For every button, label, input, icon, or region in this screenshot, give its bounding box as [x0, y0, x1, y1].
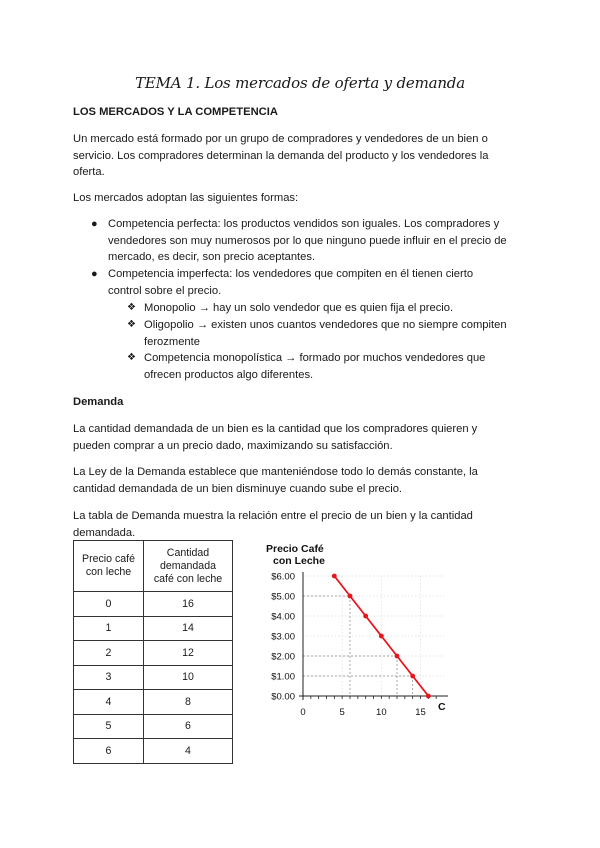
table-cell: 14 [144, 616, 233, 641]
text-line: servicio. Los compradores determinan la demanda del producto y los vendedores la [73, 149, 489, 162]
text-line: Competencia perfecta: los productos vendidos son iguales. Los compradores y [108, 218, 500, 230]
table-header-row [74, 541, 233, 592]
list-item-competencia-perfecta [108, 216, 527, 266]
text-line: cantidad demandada de un bien disminuye cuando sube el precio. [73, 482, 403, 495]
text-line: Un mercado está formado por un grupo de compradores y vendedores de un bien o [73, 133, 488, 145]
table-cell: 6 [144, 714, 233, 739]
table-cell: 5 [74, 714, 144, 739]
header-precio [74, 541, 144, 592]
demand-point [426, 694, 431, 699]
text-line: Competencia monopolística → formado por muchos vendedores que [144, 352, 486, 364]
text-line: vendedores son muy numerosos por lo que ninguno puede influir en el precio de [108, 234, 507, 247]
demand-table [73, 540, 233, 764]
demand-point [410, 674, 415, 679]
chart-x-axis [299, 696, 448, 718]
header-text: Cantidad [166, 546, 210, 559]
table-cell: 3 [74, 665, 144, 690]
paragraph-cantidad-demandada [73, 421, 527, 454]
header-cantidad [144, 541, 233, 592]
demand-point [395, 654, 400, 659]
table-cell: 4 [144, 739, 233, 764]
text-line: control sobre el precio. [108, 284, 222, 297]
table-cell: 1 [74, 616, 144, 641]
demand-chart [260, 540, 450, 725]
text-line: La cantidad demandada de un bien es la cantidad que los compradores quieren y [73, 423, 478, 435]
demand-point [348, 594, 353, 599]
text-line: Oligopolio → existen unos cuantos vendedores que no siempre compiten [144, 319, 507, 331]
table-cell: 6 [74, 739, 144, 764]
chart-ylabel-line2: con Leche [273, 555, 325, 567]
chart-x-tick-label: 15 [415, 707, 426, 718]
text-line: pueden comprar a un precio dado, maximizando su satisfacción. [73, 439, 393, 452]
table-cell: 2 [74, 641, 144, 666]
section-heading-demanda: Demanda [73, 396, 124, 408]
chart-x-tick-label: 5 [339, 707, 345, 718]
chart-y-tick-label: $3.00 [271, 631, 295, 643]
chart-xlabel: C [438, 701, 446, 713]
chart-y-tick-label: $2.00 [271, 651, 295, 663]
text-line: ofrecen productos algo diferentes. [144, 368, 314, 381]
page-title: TEMA 1. Los mercados de oferta y demanda [135, 74, 465, 92]
table-row [74, 665, 233, 690]
table-cell: 16 [144, 592, 233, 617]
demand-point [379, 634, 384, 639]
chart-gridlines [303, 576, 444, 696]
chart-y-tick-label: $0.00 [271, 691, 295, 703]
bullet-dot: ● [91, 218, 98, 230]
text-line: ferozmente [144, 335, 200, 348]
section-heading-mercados: LOS MERCADOS Y LA COMPETENCIA [73, 106, 278, 118]
chart-x-tick-label: 10 [376, 707, 387, 718]
table-row [74, 616, 233, 641]
demand-point [363, 614, 368, 619]
text-line: demandada. [73, 526, 136, 539]
sublist-item-oligopolio [144, 317, 527, 350]
text-line: La tabla de Demanda muestra la relación entre el precio de un bien y la cantidad [73, 510, 473, 522]
table-cell: 0 [74, 592, 144, 617]
chart-y-tick-label: $1.00 [271, 671, 295, 683]
table-cell: 8 [144, 690, 233, 715]
header-text: con leche [85, 566, 132, 578]
sublist-item-monopolistica [144, 350, 527, 383]
table-row [74, 714, 233, 739]
table-row [74, 592, 233, 617]
diamond-bullet-icon: ❖ [127, 302, 136, 313]
diamond-bullet-icon: ❖ [127, 319, 136, 330]
text-line: Competencia imperfecta: los vendedores que compiten en él tienen cierto [108, 268, 474, 280]
paragraph-ley-demanda [73, 464, 527, 497]
paragraph-tabla-demanda [73, 508, 527, 541]
table-cell: 12 [144, 641, 233, 666]
chart-x-tick-label: 0 [300, 707, 306, 718]
demand-point [332, 574, 337, 579]
table-cell: 4 [74, 690, 144, 715]
sublist-item-monopolio: Monopolio → hay un solo vendedor que es quien fija el precio. [144, 302, 454, 314]
chart-y-axis [271, 572, 303, 703]
chart-y-tick-label: $6.00 [271, 571, 295, 583]
table-cell: 10 [144, 665, 233, 690]
table-row [74, 641, 233, 666]
text-line: oferta. [73, 166, 105, 178]
chart-y-tick-label: $5.00 [271, 591, 295, 603]
table-row [74, 690, 233, 715]
diamond-bullet-icon: ❖ [127, 352, 136, 363]
list-item-competencia-imperfecta [108, 266, 527, 299]
text-line: La Ley de la Demanda establece que manteniéndose todo lo demás constante, la [73, 466, 478, 478]
text-line: mercado, es decir, son precio aceptantes. [108, 251, 316, 263]
table-row [74, 739, 233, 764]
header-text: demandada [160, 559, 216, 572]
paragraph-formas: Los mercados adoptan las siguientes formas: [73, 192, 299, 204]
chart-y-tick-label: $4.00 [271, 611, 295, 623]
chart-ylabel-line1: Precio Café [266, 543, 324, 555]
bullet-dot: ● [91, 268, 98, 280]
header-text: café con leche [153, 572, 223, 585]
paragraph-mercado-def [73, 131, 527, 181]
header-text: Precio café [82, 553, 135, 565]
